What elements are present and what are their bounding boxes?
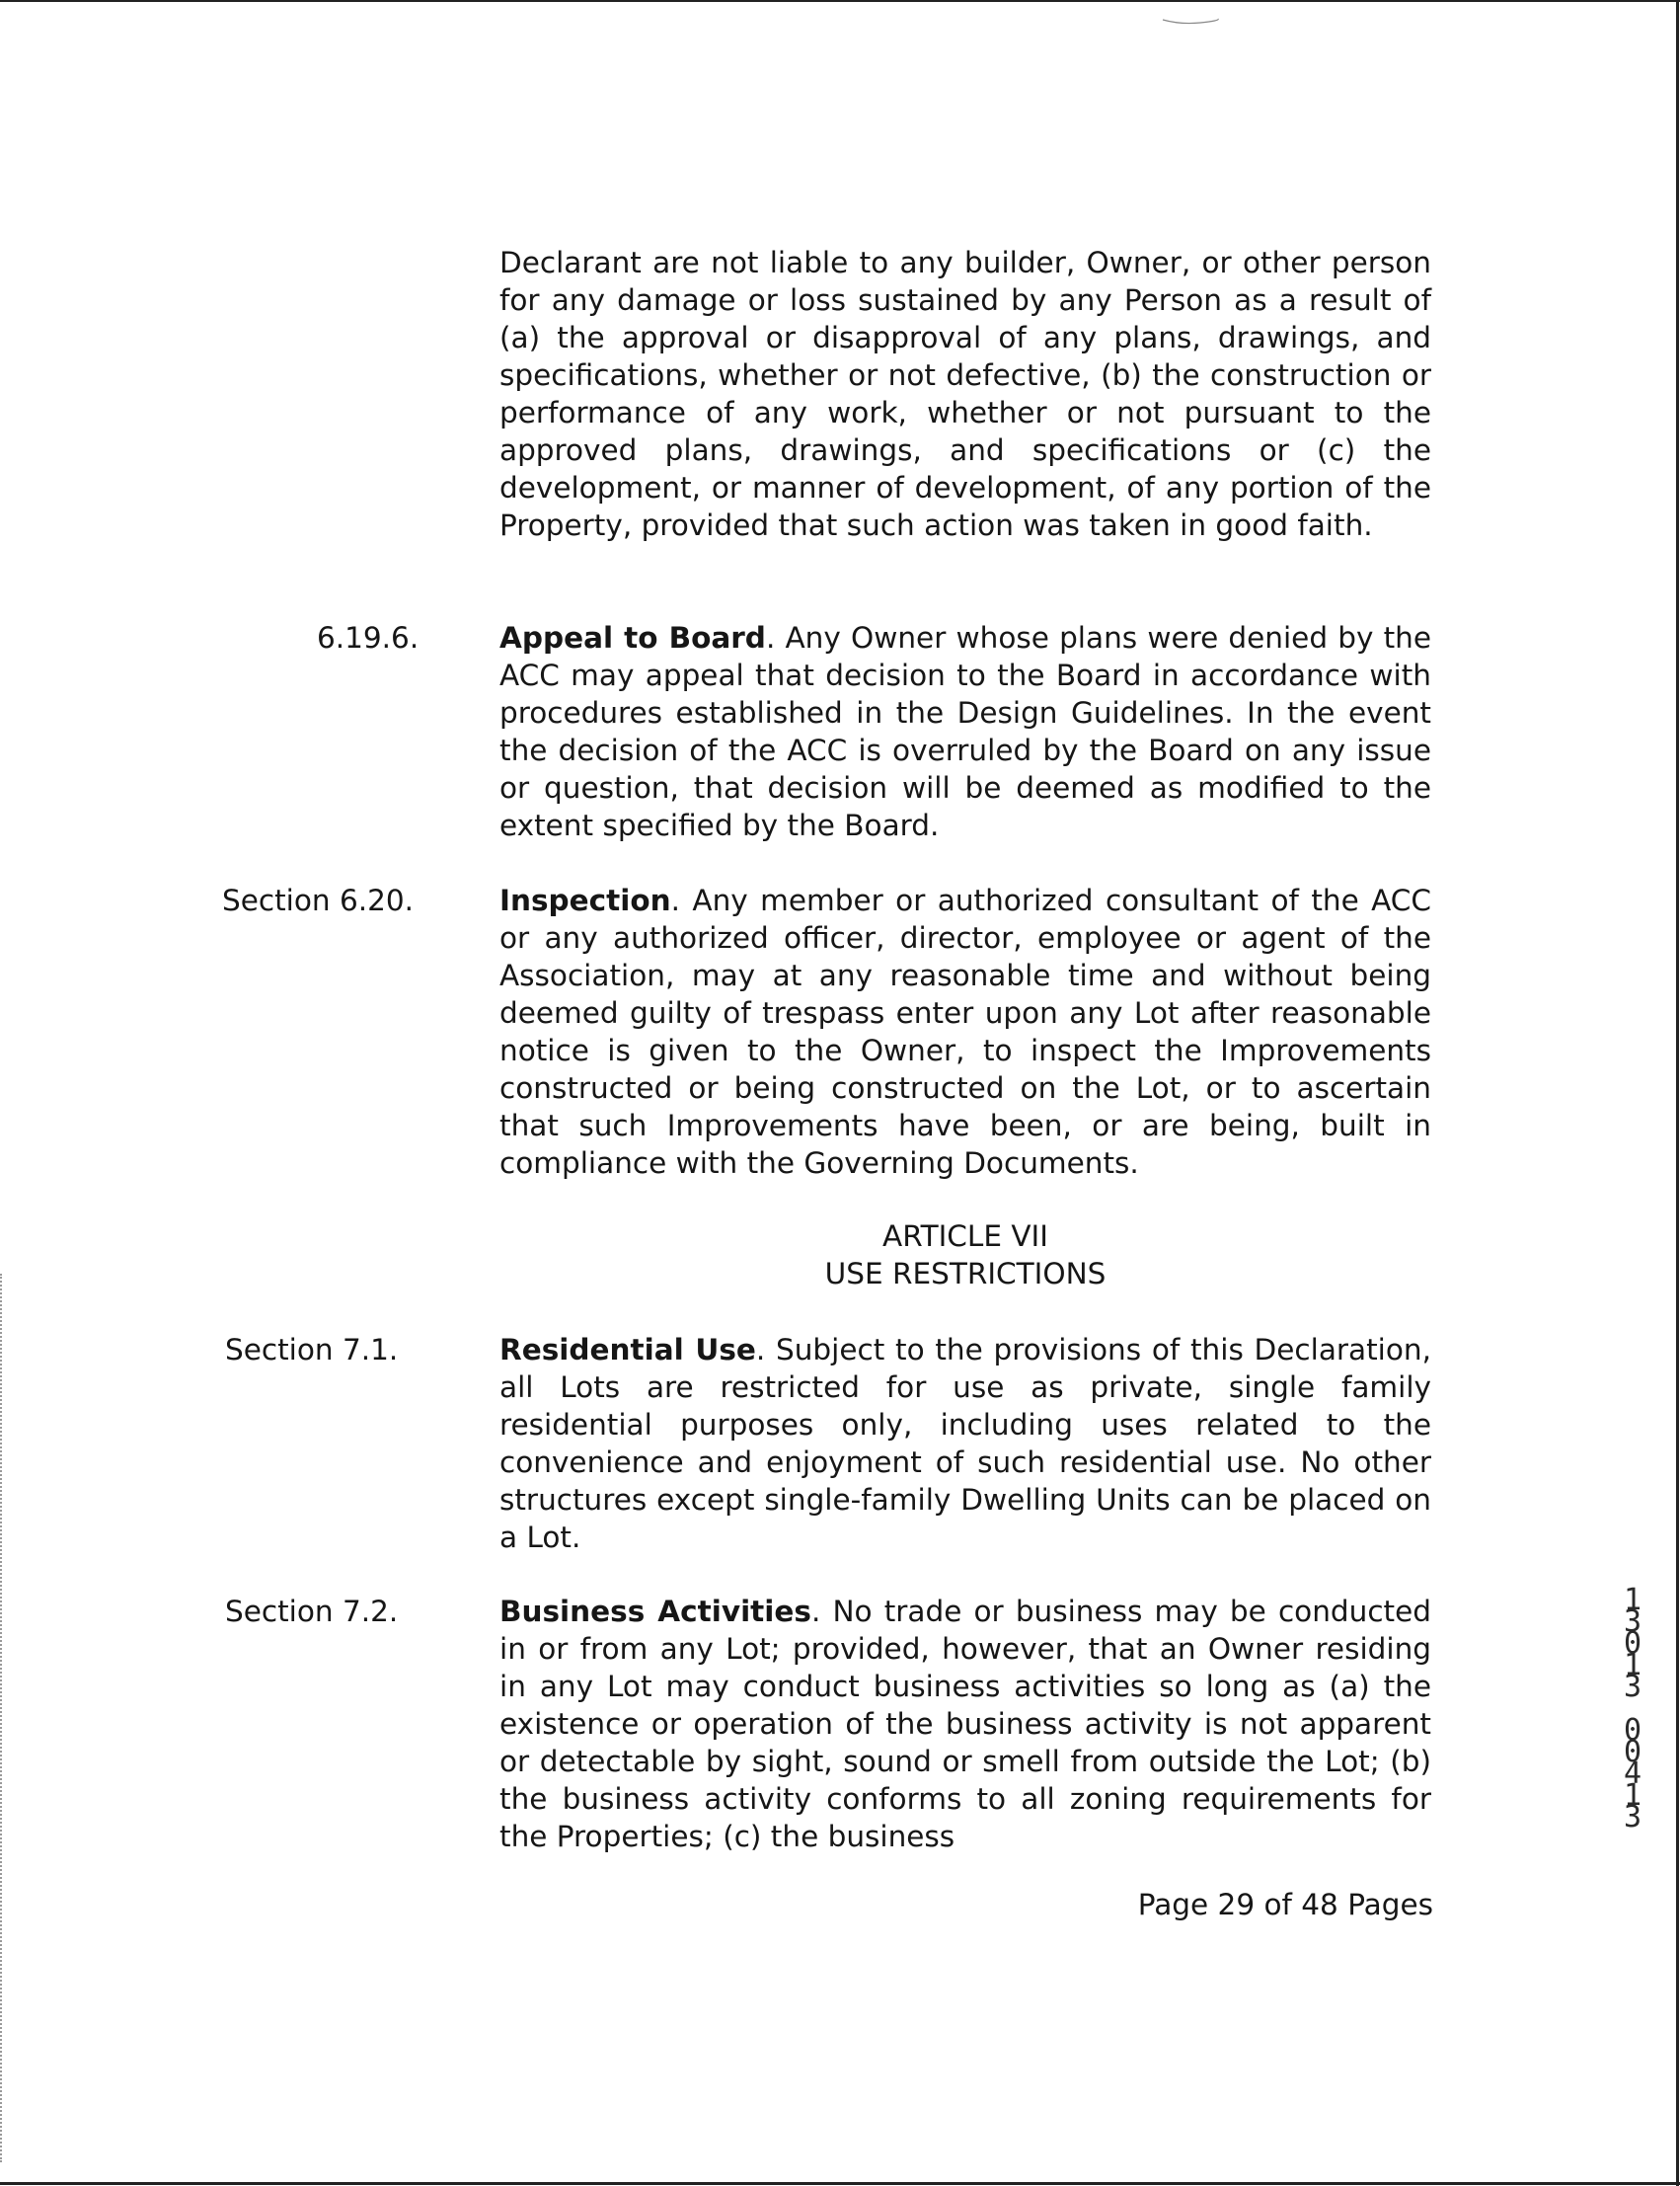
section-label-6-19-6: 6.19.6. — [317, 621, 420, 655]
section-body: . No trade or business may be conducted in or from any Lot; provided, however, that an Owner residing in any Lot may conduct business activities so long as (a) the existence or operation of the business activity is not apparent or detectable by sight, sound or smell from outside the Lot; (b) the business activity conforms to all zoning requirements for the Properties; (c) the business — [499, 1595, 1431, 1853]
section-heading: Residential Use — [499, 1333, 756, 1366]
section-label-7-2: Section 7.2. — [225, 1595, 399, 1628]
section-7-2-paragraph — [499, 1593, 1431, 1855]
article-title: USE RESTRICTIONS — [824, 1257, 1107, 1290]
section-heading: Appeal to Board — [499, 621, 766, 655]
section-7-1-paragraph — [499, 1331, 1431, 1556]
scan-edge — [0, 1274, 4, 2162]
page-border-right — [1676, 0, 1679, 2186]
section-label-6-20: Section 6.20. — [222, 884, 415, 917]
section-body: . Any Owner whose plans were denied by the ACC may appeal that decision to the Board in accordance with procedures established in the Design Guidelines. In the event the decision of the ACC is overruled by the Board on any issue or question, that decision will be deemed as modified to the extent specified by the Board. — [499, 621, 1432, 842]
page-border-top — [0, 0, 1680, 2]
scan-artifact-mark — [1161, 16, 1220, 26]
page-border-bottom — [0, 2182, 1680, 2185]
continuation-paragraph: Declarant are not liable to any builder, Owner, or other person for any damage or loss sustained by any Person as a result of (a) the approval or disapproval of any plans, drawings, and specifications, whether or not defective, (b) the construction or performance of any work, whether or not pursuant to the approved plans, drawings, and specifications or (c) the development, or manner of development, of any portion of the Property, provided that such action was taken in good faith. — [499, 246, 1431, 542]
section-heading: Inspection — [499, 884, 671, 917]
section-body: . Subject to the provisions of this Declaration, all Lots are restricted for use as private, single family residential purposes only, including uses related to the convenience and enjoyment of such residential use. No other structures except single-family Dwelling Units can be placed on a Lot. — [499, 1333, 1431, 1554]
section-6-20-paragraph — [499, 882, 1431, 1182]
page-number: Page 29 of 48 Pages — [1137, 1888, 1433, 1921]
section-heading: Business Activities — [499, 1595, 811, 1628]
article-number: ARTICLE VII — [882, 1219, 1048, 1253]
section-body: . Any member or authorized consultant of the ACC or any authorized officer, director, employee or agent of the Association, may at any reasonable time and without being deemed guilty of trespass enter upon any Lot after reasonable notice is given to the Owner, to inspect the Improvements constructed or being constructed on the Lot, or to ascertain that such Improvements have been, or are being, built in compliance with the Governing Documents. — [499, 884, 1431, 1180]
recording-stamp: 1 3 0 1 3 0 0 4 1 3 — [1623, 1583, 1642, 1835]
section-6-19-6-paragraph — [499, 619, 1431, 844]
section-label-7-1: Section 7.1. — [225, 1333, 399, 1366]
